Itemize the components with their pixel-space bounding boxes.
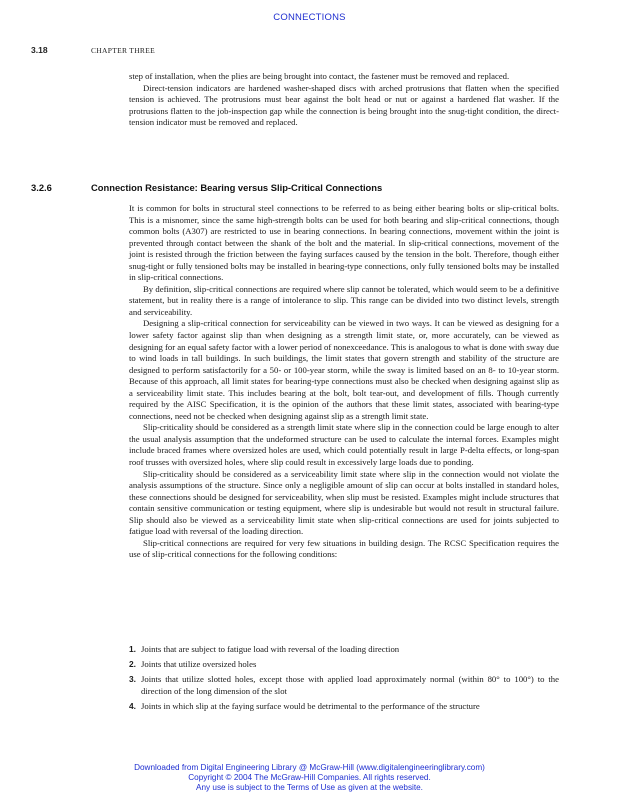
paragraph: By definition, slip-critical connections are required where slip cannot be tolerated, which would seem to be a definitive statement, but in reality there is a range of intolerance to slip. This range can be divided into two distinct levels, strength and serviceability.	[129, 283, 559, 317]
section-title: Connection Resistance: Bearing versus Slip-Critical Connections	[91, 182, 383, 193]
list-item	[129, 701, 559, 713]
paragraph: It is common for bolts in structural steel connections to be referred to as being either bearing bolts or slip-critical bolts. This is a misnomer, since the same high-strength bolts can be used for both bearing and slip-critical connections, though common bolts (A307) are restricted to use in bearing connections. In bearing connections, movement within the joint is prevented through contact between the shank of the bolt and the material. In slip-critical connections, movement of the joint is resisted through the friction between the faying surfaces caused by the tension in the bolt. Therefore, though either snug-tight or fully tensioned bolts may be installed in bearing-type connections, only fully tensioned bolts may be installed in slip-critical connections.	[129, 203, 559, 283]
list-item-text: Joints that utilize oversized holes	[141, 659, 257, 670]
list-item	[129, 659, 559, 671]
intro-text-block	[129, 71, 559, 129]
paragraph: Slip-criticality should be considered as a strength limit state where slip in the connection could be large enough to alter the usual analysis assumption that the undeformed structure can be used to calculate the internal forces. Examples might include braced frames where oversized holes are used, which could potentially result in large P-delta effects, or long-span roof trusses with oversized holes, where slip could result in excessively large loads due to ponding.	[129, 422, 559, 468]
running-head	[31, 45, 591, 57]
list-number: 3.	[129, 674, 136, 685]
list-number: 1.	[129, 644, 136, 654]
conditions-list	[129, 644, 559, 716]
section-body	[129, 203, 559, 561]
footer-source-line: Downloaded from Digital Engineering Library @ McGraw-Hill (www.digitalengineeringlibrary.com)	[134, 763, 485, 772]
paragraph: Direct-tension indicators are hardened washer-shaped discs with arched protrusions that flatten when the specified tension is achieved. The protrusions must bear against the bolt head or nut or against a hardened flat washer. If the protrusions flatten to the job-inspection gap while the connection is being brought into the snug-tight condition, the direct-tension indicator must be removed and replaced.	[129, 82, 559, 128]
footer-terms-line: Any use is subject to the Terms of Use as given at the website.	[196, 782, 423, 792]
page-banner: CONNECTIONS	[273, 12, 346, 23]
chapter-label: CHAPTER THREE	[91, 46, 155, 55]
page-number: 3.18	[31, 45, 48, 55]
list-number: 4.	[129, 700, 136, 711]
paragraph: step of installation, when the plies are being brought into contact, the fastener must be removed and replaced.	[129, 71, 510, 81]
list-item-text: Joints that utilize slotted holes, except those with applied load approximately normal (within 80° to 100°) to the direction of the long dimension of the slot	[141, 674, 559, 696]
list-item-text: Joints that are subject to fatigue load with reversal of the loading direction	[141, 644, 400, 654]
paragraph: Slip-criticality should be considered as a serviceability limit state where slip in the connection would not violate the analysis assumptions of the structure. Since only a negligible amount of slip can occur at bolts installed in standard holes, these connections should be designed for serviceability, when slip must be resisted. Examples might include structures that contain sensitive communication or testing equipment, where slip is undesirable but would not result in structural failure. Slip should also be viewed as a serviceability limit state when slip-critical connections are used for joints subjected to fatigue load with reversal of the loading direction.	[129, 468, 559, 537]
paragraph: Designing a slip-critical connection for serviceability can be viewed in two ways. It can be viewed as designing for a lower safety factor against slip than when designing as a strength limit state, or, more accurately, can be viewed as designing for an equal safety factor with a lower period of nonexceedance. This is analogous to what is done with sway due to wind loads in tall buildings. In such buildings, the limit states that govern strength and stability of the structure are designed to perform satisfactorily for a 50- or 100-year storm, while the sway is limited based on an 8- to 10-year storm. Because of this approach, all limit states for bearing-type connections must also be checked when designing against slip as a serviceability limit state. This includes bearing at the bolt, bolt tear-out, and development of fills. Though currently required by the AISC Specification, it is the opinion of the authors that these limit states, associated with bearing-type connections, need not be checked when designing against slip as a strength limit state.	[129, 318, 559, 421]
footer-copyright-line: Copyright © 2004 The McGraw-Hill Companies. All rights reserved.	[188, 772, 431, 782]
list-item-text: Joints in which slip at the faying surface would be detrimental to the performance of the structure	[141, 700, 480, 711]
list-item	[129, 644, 559, 656]
list-item	[129, 674, 559, 697]
paragraph: Slip-critical connections are required for very few situations in building design. The RCSC Specification requires the use of slip-critical connections for the following conditions:	[129, 537, 559, 560]
download-footer	[0, 763, 619, 792]
section-number: 3.2.6	[31, 182, 52, 193]
list-number: 2.	[129, 659, 136, 670]
